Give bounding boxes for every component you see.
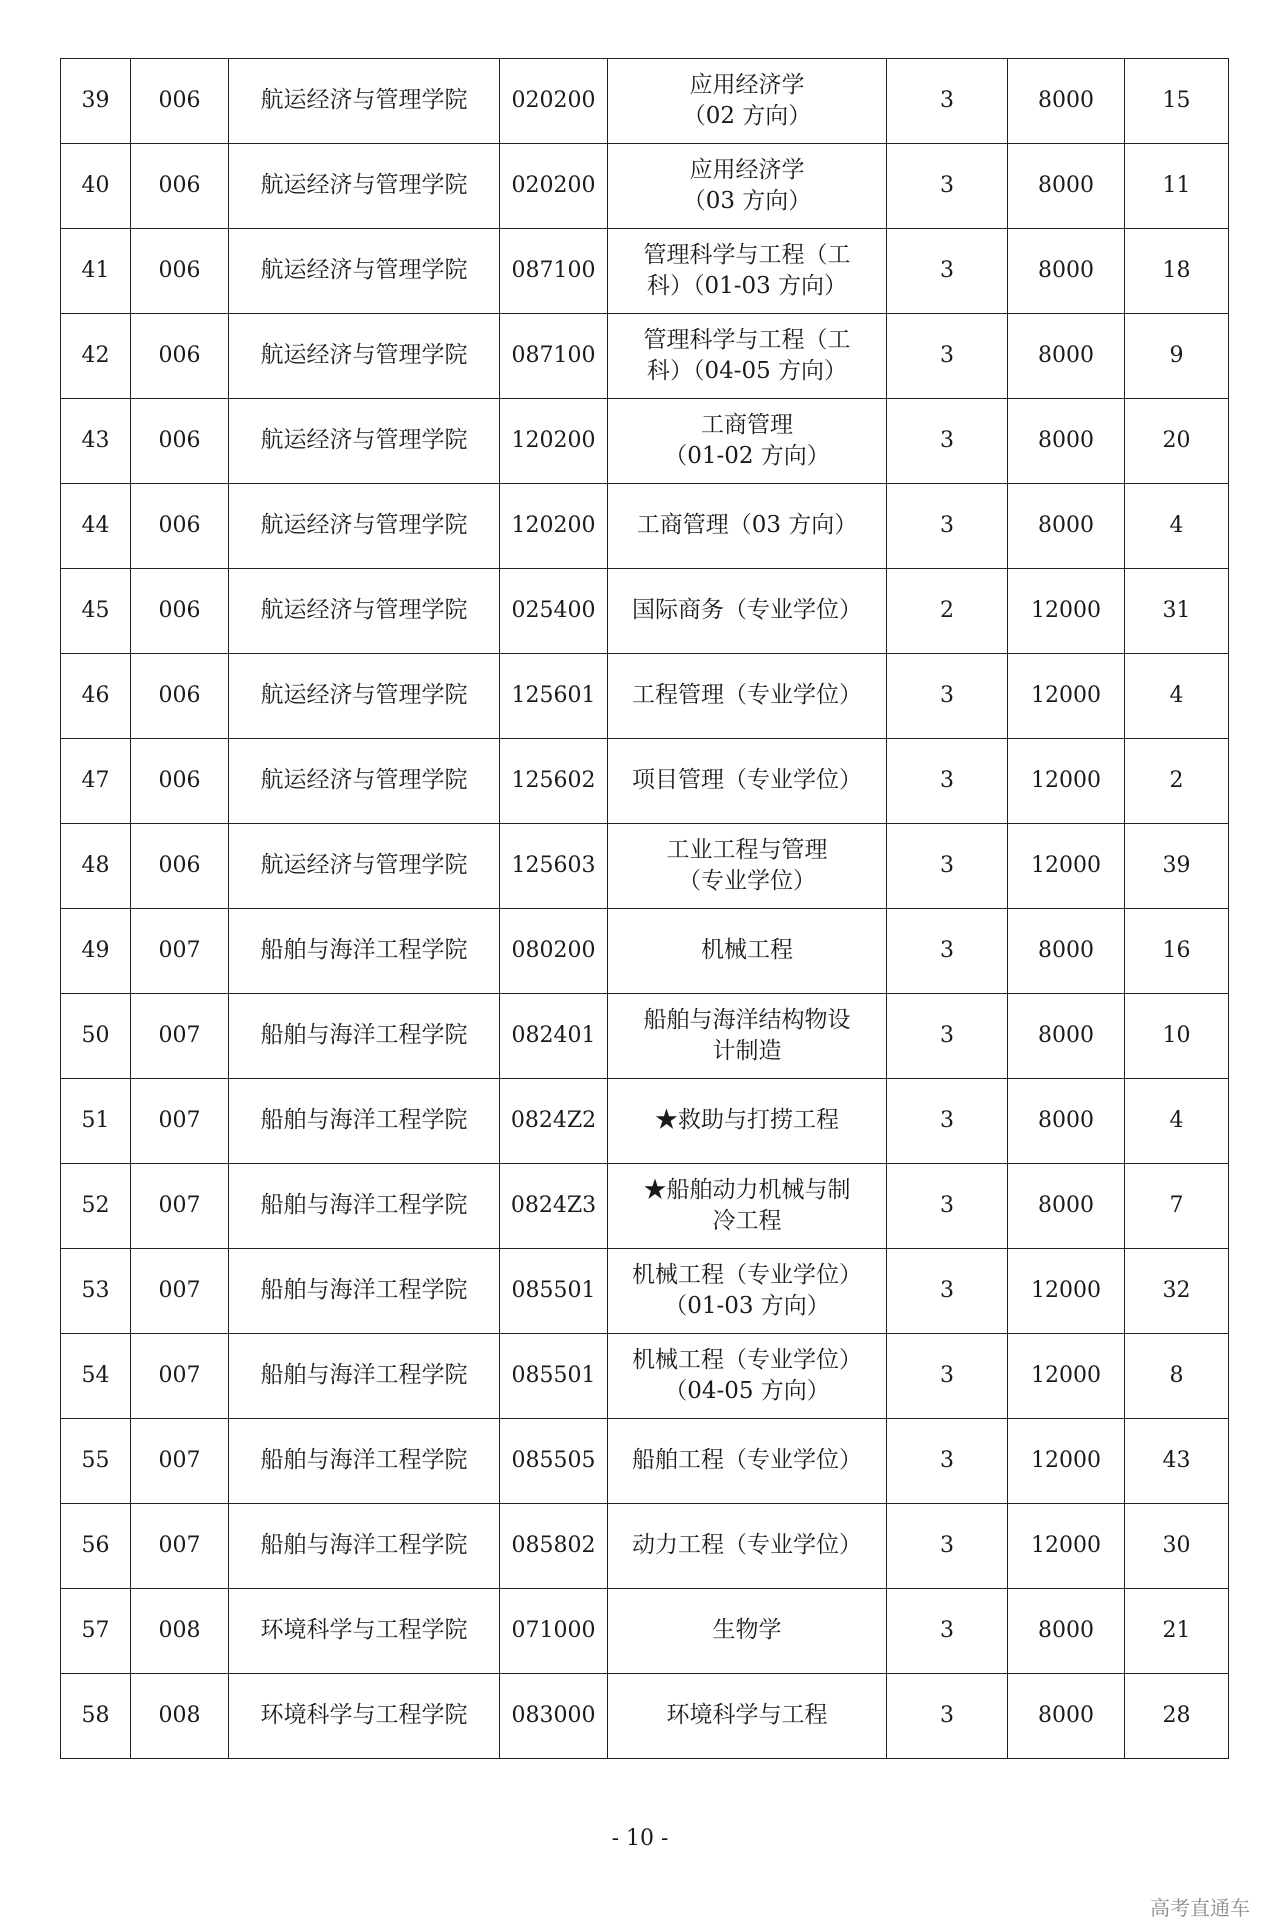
school-code-cell: 006 xyxy=(131,399,229,484)
major-code-cell: 0824Z3 xyxy=(500,1164,608,1249)
major-code-cell: 087100 xyxy=(500,314,608,399)
table-row xyxy=(61,1419,1229,1504)
table-body xyxy=(61,59,1229,1759)
school-code-cell: 006 xyxy=(131,654,229,739)
tuition-cell: 12000 xyxy=(1008,1334,1125,1419)
school-code-cell: 006 xyxy=(131,314,229,399)
major-name-cell: ★救助与打捞工程 xyxy=(608,1079,887,1164)
major-code-cell: 082401 xyxy=(500,994,608,1079)
major-name-cell: 机械工程（专业学位） （01-03 方向） xyxy=(608,1249,887,1334)
major-code-cell: 025400 xyxy=(500,569,608,654)
major-name-cell: ★船舶动力机械与制 冷工程 xyxy=(608,1164,887,1249)
school-code-cell: 008 xyxy=(131,1589,229,1674)
quota-cell: 4 xyxy=(1125,1079,1229,1164)
duration-cell: 3 xyxy=(887,994,1008,1079)
school-code-cell: 006 xyxy=(131,229,229,314)
tuition-cell: 8000 xyxy=(1008,229,1125,314)
duration-cell: 3 xyxy=(887,144,1008,229)
quota-cell: 16 xyxy=(1125,909,1229,994)
table-row xyxy=(61,569,1229,654)
duration-cell: 3 xyxy=(887,1674,1008,1759)
table-row xyxy=(61,1674,1229,1759)
table-row xyxy=(61,229,1229,314)
quota-cell: 39 xyxy=(1125,824,1229,909)
row-number-cell: 56 xyxy=(61,1504,131,1589)
quota-cell: 43 xyxy=(1125,1419,1229,1504)
tuition-cell: 8000 xyxy=(1008,1589,1125,1674)
tuition-cell: 12000 xyxy=(1008,739,1125,824)
quota-cell: 10 xyxy=(1125,994,1229,1079)
school-code-cell: 006 xyxy=(131,59,229,144)
school-code-cell: 006 xyxy=(131,484,229,569)
table-row xyxy=(61,1589,1229,1674)
quota-cell: 15 xyxy=(1125,59,1229,144)
tuition-cell: 8000 xyxy=(1008,484,1125,569)
school-name-cell: 船舶与海洋工程学院 xyxy=(229,1249,500,1334)
major-code-cell: 120200 xyxy=(500,399,608,484)
duration-cell: 3 xyxy=(887,654,1008,739)
row-number-cell: 53 xyxy=(61,1249,131,1334)
school-code-cell: 007 xyxy=(131,909,229,994)
row-number-cell: 47 xyxy=(61,739,131,824)
duration-cell: 3 xyxy=(887,1164,1008,1249)
row-number-cell: 45 xyxy=(61,569,131,654)
table-row xyxy=(61,1334,1229,1419)
major-name-cell: 管理科学与工程（工 科）（04-05 方向） xyxy=(608,314,887,399)
school-name-cell: 环境科学与工程学院 xyxy=(229,1674,500,1759)
table-row xyxy=(61,59,1229,144)
school-name-cell: 航运经济与管理学院 xyxy=(229,144,500,229)
school-code-cell: 006 xyxy=(131,739,229,824)
table-row xyxy=(61,399,1229,484)
major-code-cell: 085802 xyxy=(500,1504,608,1589)
major-name-cell: 机械工程（专业学位） （04-05 方向） xyxy=(608,1334,887,1419)
school-code-cell: 007 xyxy=(131,994,229,1079)
school-code-cell: 007 xyxy=(131,1164,229,1249)
tuition-cell: 8000 xyxy=(1008,144,1125,229)
school-code-cell: 006 xyxy=(131,824,229,909)
major-name-cell: 工程管理（专业学位） xyxy=(608,654,887,739)
school-name-cell: 航运经济与管理学院 xyxy=(229,484,500,569)
major-name-cell: 工商管理（03 方向） xyxy=(608,484,887,569)
row-number-cell: 42 xyxy=(61,314,131,399)
tuition-cell: 8000 xyxy=(1008,59,1125,144)
duration-cell: 3 xyxy=(887,484,1008,569)
school-name-cell: 航运经济与管理学院 xyxy=(229,399,500,484)
row-number-cell: 57 xyxy=(61,1589,131,1674)
school-code-cell: 008 xyxy=(131,1674,229,1759)
major-name-cell: 工商管理 （01-02 方向） xyxy=(608,399,887,484)
school-code-cell: 007 xyxy=(131,1249,229,1334)
school-name-cell: 航运经济与管理学院 xyxy=(229,229,500,314)
tuition-cell: 12000 xyxy=(1008,654,1125,739)
quota-cell: 4 xyxy=(1125,654,1229,739)
major-code-cell: 120200 xyxy=(500,484,608,569)
quota-cell: 2 xyxy=(1125,739,1229,824)
school-code-cell: 007 xyxy=(131,1504,229,1589)
row-number-cell: 55 xyxy=(61,1419,131,1504)
tuition-cell: 12000 xyxy=(1008,1249,1125,1334)
duration-cell: 3 xyxy=(887,1589,1008,1674)
tuition-cell: 8000 xyxy=(1008,1164,1125,1249)
quota-cell: 28 xyxy=(1125,1674,1229,1759)
tuition-cell: 8000 xyxy=(1008,399,1125,484)
major-code-cell: 125601 xyxy=(500,654,608,739)
tuition-cell: 12000 xyxy=(1008,1419,1125,1504)
tuition-cell: 8000 xyxy=(1008,909,1125,994)
major-code-cell: 020200 xyxy=(500,144,608,229)
major-name-cell: 动力工程（专业学位） xyxy=(608,1504,887,1589)
major-name-cell: 环境科学与工程 xyxy=(608,1674,887,1759)
school-name-cell: 航运经济与管理学院 xyxy=(229,739,500,824)
tuition-cell: 8000 xyxy=(1008,314,1125,399)
duration-cell: 3 xyxy=(887,1334,1008,1419)
school-code-cell: 006 xyxy=(131,144,229,229)
table-row xyxy=(61,484,1229,569)
table-row xyxy=(61,1504,1229,1589)
major-code-cell: 085501 xyxy=(500,1249,608,1334)
tuition-cell: 12000 xyxy=(1008,1504,1125,1589)
page-number: - 10 - xyxy=(611,1826,669,1851)
tuition-cell: 12000 xyxy=(1008,569,1125,654)
major-name-cell: 国际商务（专业学位） xyxy=(608,569,887,654)
quota-cell: 18 xyxy=(1125,229,1229,314)
table-row xyxy=(61,1079,1229,1164)
major-code-cell: 087100 xyxy=(500,229,608,314)
school-name-cell: 航运经济与管理学院 xyxy=(229,314,500,399)
row-number-cell: 51 xyxy=(61,1079,131,1164)
school-code-cell: 007 xyxy=(131,1419,229,1504)
row-number-cell: 46 xyxy=(61,654,131,739)
table-row xyxy=(61,314,1229,399)
school-code-cell: 007 xyxy=(131,1079,229,1164)
quota-cell: 4 xyxy=(1125,484,1229,569)
table-row xyxy=(61,654,1229,739)
duration-cell: 3 xyxy=(887,1079,1008,1164)
row-number-cell: 54 xyxy=(61,1334,131,1419)
major-name-cell: 生物学 xyxy=(608,1589,887,1674)
quota-cell: 8 xyxy=(1125,1334,1229,1419)
row-number-cell: 50 xyxy=(61,994,131,1079)
row-number-cell: 39 xyxy=(61,59,131,144)
table-row xyxy=(61,1249,1229,1334)
quota-cell: 21 xyxy=(1125,1589,1229,1674)
school-code-cell: 006 xyxy=(131,569,229,654)
school-name-cell: 船舶与海洋工程学院 xyxy=(229,909,500,994)
row-number-cell: 40 xyxy=(61,144,131,229)
quota-cell: 20 xyxy=(1125,399,1229,484)
major-code-cell: 080200 xyxy=(500,909,608,994)
major-code-cell: 085501 xyxy=(500,1334,608,1419)
school-name-cell: 航运经济与管理学院 xyxy=(229,569,500,654)
table-row xyxy=(61,1164,1229,1249)
duration-cell: 3 xyxy=(887,229,1008,314)
major-code-cell: 083000 xyxy=(500,1674,608,1759)
duration-cell: 3 xyxy=(887,399,1008,484)
major-code-cell: 0824Z2 xyxy=(500,1079,608,1164)
school-code-cell: 007 xyxy=(131,1334,229,1419)
quota-cell: 30 xyxy=(1125,1504,1229,1589)
table-row xyxy=(61,994,1229,1079)
row-number-cell: 44 xyxy=(61,484,131,569)
school-name-cell: 船舶与海洋工程学院 xyxy=(229,1079,500,1164)
row-number-cell: 41 xyxy=(61,229,131,314)
watermark-text: 高考直通车 xyxy=(1150,1896,1250,1920)
table-row xyxy=(61,824,1229,909)
row-number-cell: 49 xyxy=(61,909,131,994)
major-code-cell: 020200 xyxy=(500,59,608,144)
tuition-cell: 8000 xyxy=(1008,994,1125,1079)
row-number-cell: 48 xyxy=(61,824,131,909)
major-name-cell: 船舶工程（专业学位） xyxy=(608,1419,887,1504)
row-number-cell: 58 xyxy=(61,1674,131,1759)
school-name-cell: 船舶与海洋工程学院 xyxy=(229,1164,500,1249)
duration-cell: 3 xyxy=(887,909,1008,994)
major-name-cell: 应用经济学 （02 方向） xyxy=(608,59,887,144)
row-number-cell: 43 xyxy=(61,399,131,484)
table-row xyxy=(61,144,1229,229)
major-name-cell: 管理科学与工程（工 科）（01-03 方向） xyxy=(608,229,887,314)
duration-cell: 3 xyxy=(887,739,1008,824)
school-name-cell: 船舶与海洋工程学院 xyxy=(229,994,500,1079)
duration-cell: 3 xyxy=(887,1504,1008,1589)
school-name-cell: 船舶与海洋工程学院 xyxy=(229,1504,500,1589)
major-code-cell: 125603 xyxy=(500,824,608,909)
major-name-cell: 机械工程 xyxy=(608,909,887,994)
table-row xyxy=(61,739,1229,824)
tuition-cell: 8000 xyxy=(1008,1079,1125,1164)
tuition-cell: 8000 xyxy=(1008,1674,1125,1759)
major-name-cell: 船舶与海洋结构物设 计制造 xyxy=(608,994,887,1079)
duration-cell: 3 xyxy=(887,1419,1008,1504)
tuition-cell: 12000 xyxy=(1008,824,1125,909)
duration-cell: 3 xyxy=(887,1249,1008,1334)
duration-cell: 3 xyxy=(887,314,1008,399)
major-code-cell: 085505 xyxy=(500,1419,608,1504)
school-name-cell: 航运经济与管理学院 xyxy=(229,824,500,909)
major-name-cell: 工业工程与管理 （专业学位） xyxy=(608,824,887,909)
school-name-cell: 航运经济与管理学院 xyxy=(229,654,500,739)
quota-cell: 9 xyxy=(1125,314,1229,399)
quota-cell: 32 xyxy=(1125,1249,1229,1334)
quota-cell: 31 xyxy=(1125,569,1229,654)
school-name-cell: 船舶与海洋工程学院 xyxy=(229,1419,500,1504)
quota-cell: 7 xyxy=(1125,1164,1229,1249)
duration-cell: 3 xyxy=(887,59,1008,144)
major-code-cell: 071000 xyxy=(500,1589,608,1674)
duration-cell: 2 xyxy=(887,569,1008,654)
major-code-cell: 125602 xyxy=(500,739,608,824)
table-row xyxy=(61,909,1229,994)
school-name-cell: 环境科学与工程学院 xyxy=(229,1589,500,1674)
major-name-cell: 应用经济学 （03 方向） xyxy=(608,144,887,229)
school-name-cell: 船舶与海洋工程学院 xyxy=(229,1334,500,1419)
row-number-cell: 52 xyxy=(61,1164,131,1249)
enrollment-table xyxy=(60,58,1229,1759)
duration-cell: 3 xyxy=(887,824,1008,909)
major-name-cell: 项目管理（专业学位） xyxy=(608,739,887,824)
school-name-cell: 航运经济与管理学院 xyxy=(229,59,500,144)
quota-cell: 11 xyxy=(1125,144,1229,229)
